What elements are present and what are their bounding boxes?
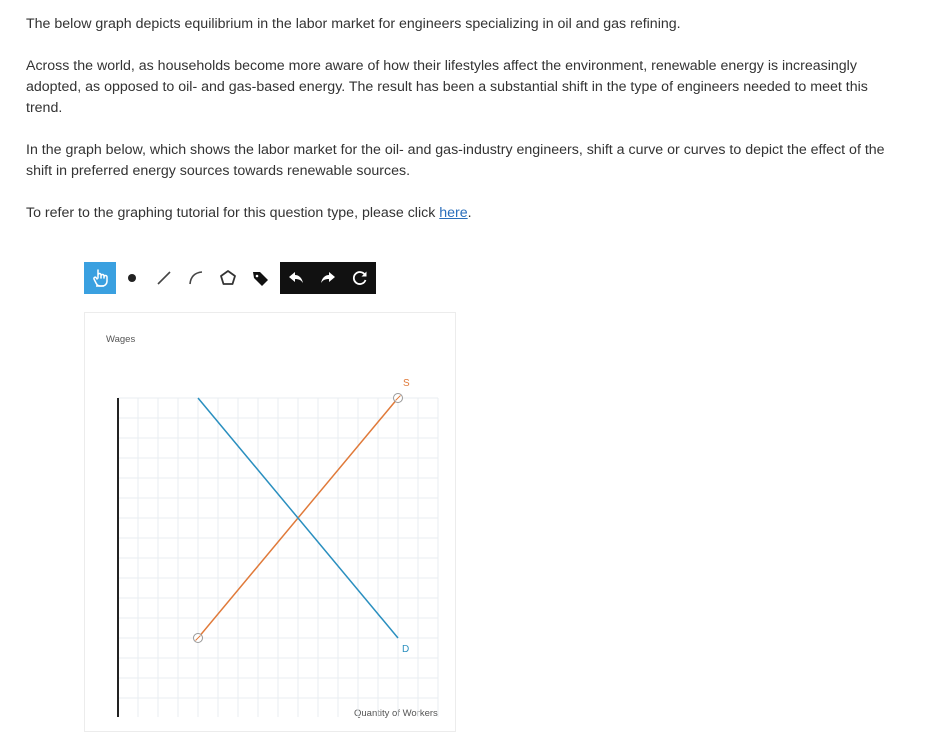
tutorial-link[interactable]: here	[439, 205, 468, 221]
tutorial-suffix: .	[467, 205, 472, 221]
demand-label: D	[402, 644, 410, 655]
tutorial-prefix: To refer to the graphing tutorial for this question type, please click	[26, 205, 440, 221]
graph-grid	[118, 398, 438, 717]
question-paragraph-1: The below graph depicts equilibrium in the labor market for engineers specializing in oil and gas refining.	[26, 16, 681, 32]
x-axis-label: Quantity of Workers	[354, 708, 438, 719]
supply-label: S	[403, 378, 410, 389]
y-axis-label: Wages	[106, 334, 136, 345]
question-paragraph-3: In the graph below, which shows the labor market for the oil- and gas-industry engineers, shift a curve or curves to depict the effect of the shift in preferred energy sources towards renewable sources.	[26, 142, 885, 179]
question-paragraph-2: Across the world, as households become more aware of how their lifestyles affect the environment, renewable energy is increasingly adopted, as opposed to oil- and gas-based energy. The result has been a substantial shift in the type of engineers needed to meet this trend.	[26, 58, 868, 116]
